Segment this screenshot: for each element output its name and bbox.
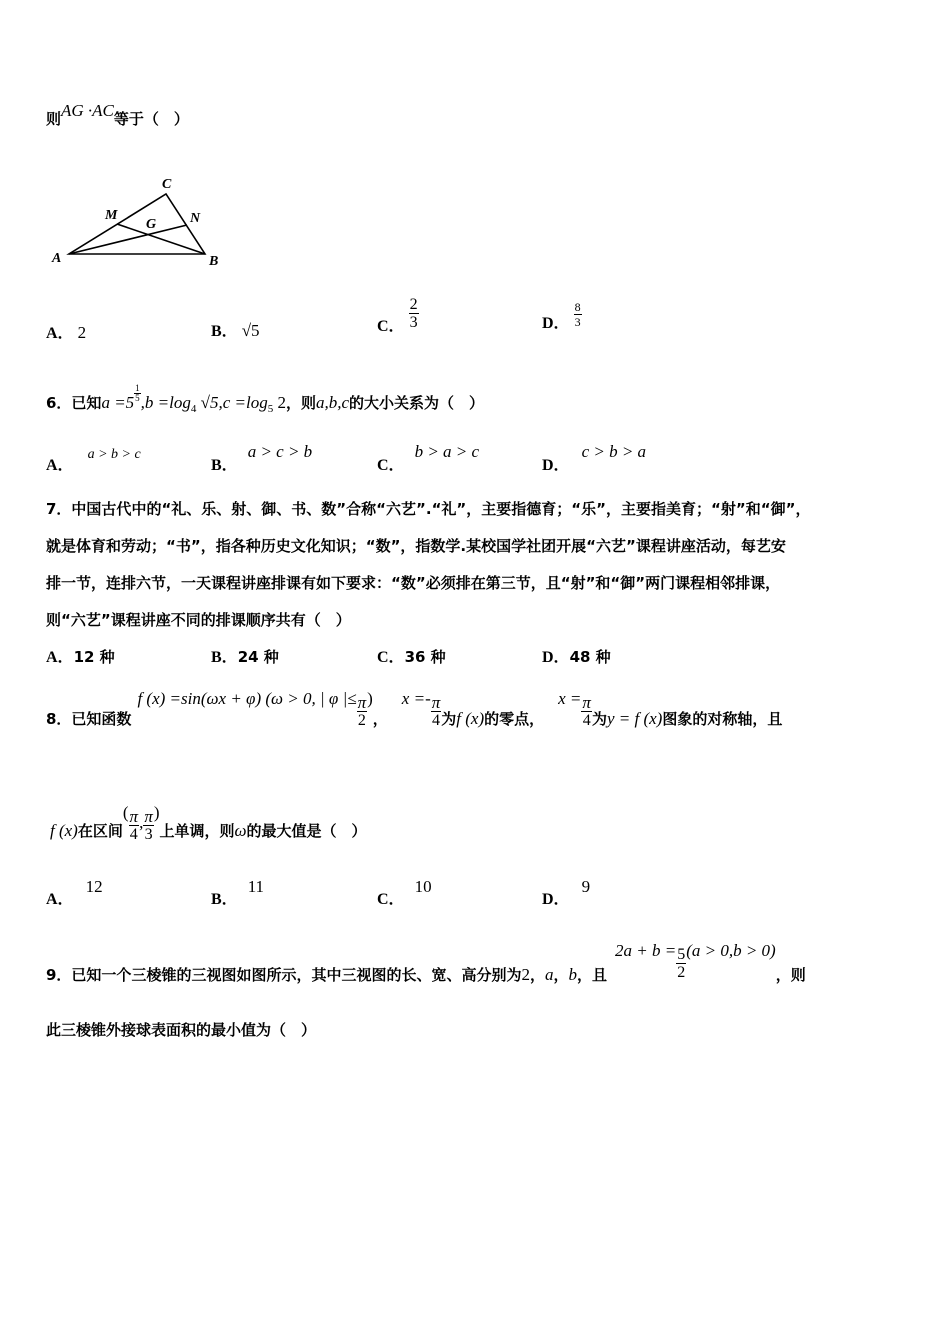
option-key: B． [211, 323, 238, 340]
q5-option-c[interactable] [377, 296, 419, 336]
fraction [676, 946, 686, 981]
option-key: D． [542, 315, 570, 333]
fraction [357, 694, 368, 729]
fraction [129, 808, 140, 843]
math: a =5 [101, 393, 135, 412]
q8-option-c[interactable] [377, 877, 432, 909]
math: , [139, 813, 144, 832]
q7-option-d[interactable] [542, 644, 611, 667]
q8-option-b[interactable] [211, 877, 265, 909]
fraction [574, 300, 582, 329]
text: 的最大值是（ ） [246, 822, 367, 840]
numerator: π [357, 693, 367, 712]
math: 4 [190, 403, 197, 415]
text: 的大小关系为（ ） [349, 394, 485, 412]
numerator: 2 [409, 296, 418, 313]
math: ,b =log [140, 393, 191, 412]
q9-line2: 此三棱锥外接球表面积的最小值为（ ） [46, 1021, 317, 1039]
math: 5 [267, 403, 274, 415]
triangle-figure [0, 0, 240, 280]
numerator: 1 [135, 383, 140, 393]
denominator: 3 [574, 315, 581, 329]
text: 在区间 [77, 822, 123, 840]
math: (a > 0,b > 0) [686, 941, 776, 960]
text: ， [372, 710, 388, 728]
text: 8．已知函数 [46, 710, 132, 728]
q6-option-b[interactable] [211, 442, 313, 475]
option-key: C． [377, 649, 405, 666]
option-key: D． [542, 891, 570, 908]
fraction [409, 296, 419, 331]
q8-option-d[interactable] [542, 877, 591, 909]
q7-line: 7．中国古代中的“礼、乐、射、御、书、数”合称“六艺”.“礼”，主要指德育；“乐”，主要指美育；“射”和“御”， [46, 500, 811, 518]
label-g: G [146, 217, 157, 232]
math: x = [558, 689, 582, 708]
q6-option-c[interactable] [377, 442, 480, 475]
math: 2a + b = [615, 941, 677, 960]
option-value: 36 种 [404, 648, 446, 666]
option-value: a > b > c [87, 447, 141, 462]
option-key: B． [211, 649, 238, 666]
text: 图象的对称轴，且 [662, 710, 783, 728]
math: x =- [401, 689, 431, 708]
q7-line: 就是体育和劳动；“书”，指各种历史文化知识；“数”，指数学.某校国学社团开展“六艺”课程讲座活动，每艺安 [46, 537, 786, 555]
option-key: C． [377, 891, 405, 908]
q8-option-a[interactable] [46, 877, 103, 909]
text: 等于（ ） [113, 110, 189, 128]
text: ，则 [285, 394, 316, 412]
option-value: b > a > c [414, 442, 480, 461]
option-key: C． [377, 457, 405, 474]
numerator: π [431, 693, 441, 712]
exponent [134, 384, 141, 403]
option-value: 48 种 [569, 648, 611, 666]
option-key: B． [211, 891, 238, 908]
math: y = f (x) [606, 709, 663, 728]
denominator: 4 [129, 826, 138, 843]
q9-line1 [46, 934, 806, 984]
label-a: A [52, 251, 62, 266]
q7-line: 则“六艺”课程讲座不同的排课顺序共有（ ） [46, 611, 351, 629]
q5-option-a[interactable] [46, 320, 86, 343]
text: 6．已知 [46, 394, 102, 412]
option-value: √5 [241, 321, 260, 340]
option-value: 11 [247, 877, 265, 896]
q8-line1 [46, 682, 783, 729]
option-key: B． [211, 457, 238, 474]
text: 9．已知一个三棱锥的三视图如图所示，其中三视图的长、宽、高分别为 [46, 966, 522, 984]
math: 2 [521, 965, 530, 984]
option-key: D． [542, 457, 570, 474]
math: f (x) =sin(ωx + φ) (ω > 0, | φ |≤ [137, 689, 357, 708]
denominator: 2 [677, 964, 686, 981]
option-value: 2 [77, 323, 87, 342]
text: 则 [46, 110, 62, 128]
q7-line: 排一节，连排六节，一天课程讲座排课有如下要求：“数”必须排在第三节，且“射”和“御”两门课程相邻排课， [46, 574, 781, 592]
numerator: π [582, 693, 591, 712]
math-expr: AG ·AC [61, 101, 114, 120]
fraction [431, 694, 442, 729]
denominator: 5 [135, 393, 140, 403]
label-b: B [209, 254, 219, 269]
math: ω [234, 821, 247, 840]
option-key: A． [46, 325, 74, 342]
q7-option-a[interactable] [46, 644, 115, 667]
q7-option-c[interactable] [377, 644, 446, 667]
q7-option-b[interactable] [211, 644, 279, 667]
text: ， [553, 966, 569, 984]
numerator: 5 [677, 946, 686, 963]
option-value: 12 种 [73, 648, 115, 666]
label-c: C [162, 177, 172, 192]
option-value: 10 [414, 877, 432, 896]
text: 上单调，则 [159, 822, 235, 840]
numerator: π [129, 807, 139, 826]
option-value: 24 种 [237, 648, 279, 666]
numerator: 8 [574, 300, 581, 314]
q5-option-b[interactable] [211, 318, 260, 341]
option-key: A． [46, 457, 74, 474]
option-value: a > c > b [247, 442, 313, 461]
denominator: 4 [582, 712, 591, 729]
q5-option-d[interactable] [542, 300, 582, 333]
math: f (x) [50, 821, 78, 840]
math: a [544, 965, 554, 984]
math: a,b,c [315, 393, 350, 412]
q6-option-a[interactable] [46, 447, 141, 475]
math: √5,c =log [196, 393, 268, 412]
fraction [581, 694, 592, 729]
math: ( [122, 803, 129, 822]
denominator: 3 [409, 314, 418, 331]
text: ，且 [576, 966, 607, 984]
option-value: c > b > a [581, 442, 647, 461]
q8-line2 [50, 796, 367, 843]
label-n: N [190, 211, 201, 226]
text: 的零点， [484, 710, 545, 728]
text: ，则 [775, 966, 806, 984]
option-key: D． [542, 649, 570, 666]
fraction [143, 808, 154, 843]
option-value: 9 [581, 877, 591, 896]
denominator: 3 [144, 826, 153, 843]
text: ， [529, 966, 545, 984]
text: 为 [591, 710, 607, 728]
math: f (x) [456, 709, 485, 728]
denominator: 4 [432, 712, 440, 729]
text: 为 [441, 710, 457, 728]
label-m: M [105, 208, 118, 223]
math: b [568, 965, 577, 984]
option-key: A． [46, 649, 74, 666]
numerator: π [144, 807, 153, 826]
math: ) [153, 803, 160, 822]
q6-option-d[interactable] [542, 442, 647, 475]
option-key: A． [46, 891, 74, 908]
q6-stem [46, 383, 485, 415]
math: ) [367, 689, 373, 708]
option-key: C． [377, 318, 405, 336]
math: 2 [273, 393, 286, 412]
option-value: 12 [85, 877, 103, 896]
denominator: 2 [357, 712, 366, 729]
